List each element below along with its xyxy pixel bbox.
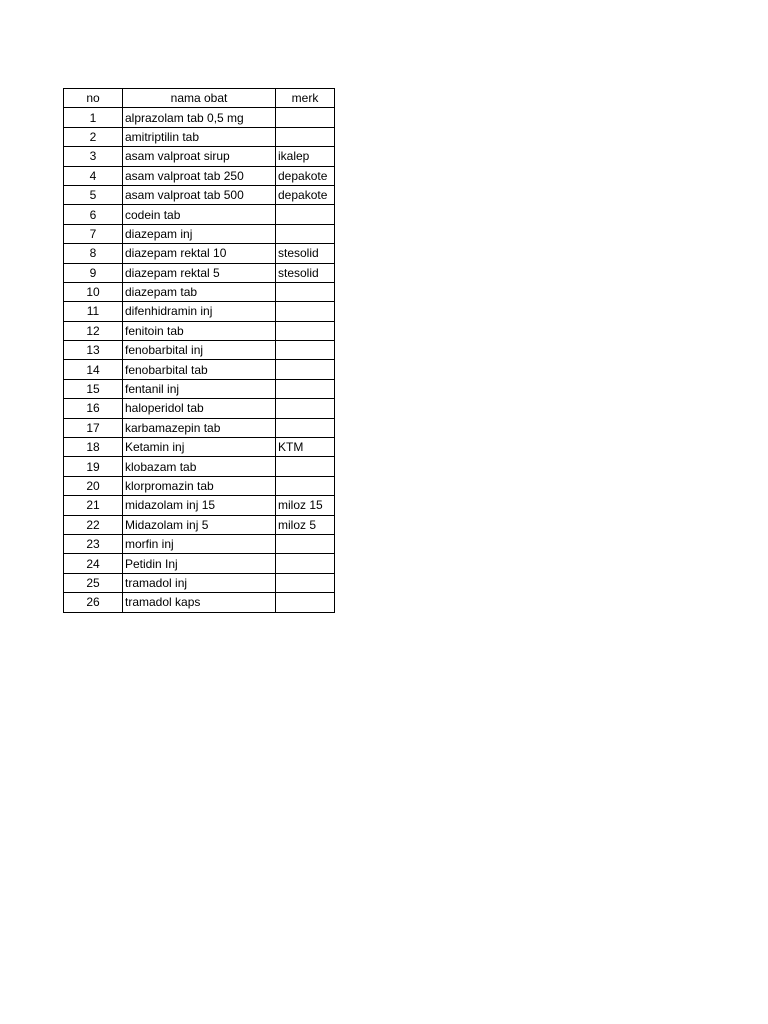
cell-drug-name[interactable]: diazepam rektal 10 <box>123 244 276 263</box>
cell-brand[interactable]: miloz 5 <box>276 515 335 534</box>
table-row <box>64 321 335 340</box>
table-row <box>64 457 335 476</box>
cell-number[interactable]: 15 <box>64 379 123 398</box>
cell-brand[interactable] <box>276 360 335 379</box>
cell-drug-name[interactable]: diazepam rektal 5 <box>123 263 276 282</box>
cell-brand[interactable] <box>276 282 335 301</box>
cell-brand[interactable]: stesolid <box>276 244 335 263</box>
table-row <box>64 108 335 127</box>
cell-number[interactable]: 25 <box>64 573 123 592</box>
cell-number[interactable]: 17 <box>64 418 123 437</box>
spreadsheet-page <box>63 88 768 613</box>
cell-number[interactable]: 26 <box>64 593 123 612</box>
cell-drug-name[interactable]: tramadol inj <box>123 573 276 592</box>
cell-drug-name[interactable]: fentanil inj <box>123 379 276 398</box>
table-row <box>64 476 335 495</box>
table-row <box>64 147 335 166</box>
table-row <box>64 360 335 379</box>
cell-drug-name[interactable]: klobazam tab <box>123 457 276 476</box>
cell-brand[interactable]: depakote <box>276 166 335 185</box>
cell-drug-name[interactable]: codein tab <box>123 205 276 224</box>
cell-number[interactable]: 7 <box>64 224 123 243</box>
cell-drug-name[interactable]: klorpromazin tab <box>123 476 276 495</box>
cell-number[interactable]: 8 <box>64 244 123 263</box>
cell-brand[interactable] <box>276 302 335 321</box>
cell-number[interactable]: 1 <box>64 108 123 127</box>
cell-number[interactable]: 19 <box>64 457 123 476</box>
table-row <box>64 496 335 515</box>
table-row <box>64 379 335 398</box>
table-row <box>64 127 335 146</box>
cell-brand[interactable] <box>276 476 335 495</box>
cell-drug-name[interactable]: diazepam tab <box>123 282 276 301</box>
cell-brand[interactable] <box>276 399 335 418</box>
table-body <box>64 108 335 612</box>
table-row <box>64 302 335 321</box>
cell-number[interactable]: 20 <box>64 476 123 495</box>
cell-drug-name[interactable]: midazolam inj 15 <box>123 496 276 515</box>
table-header <box>64 89 335 108</box>
cell-number[interactable]: 6 <box>64 205 123 224</box>
column-header-merk: merk <box>276 89 335 108</box>
cell-drug-name[interactable]: morfin inj <box>123 534 276 553</box>
column-header-nama-obat: nama obat <box>123 89 276 108</box>
table-row <box>64 399 335 418</box>
cell-brand[interactable] <box>276 593 335 612</box>
cell-brand[interactable] <box>276 534 335 553</box>
cell-drug-name[interactable]: difenhidramin inj <box>123 302 276 321</box>
cell-number[interactable]: 12 <box>64 321 123 340</box>
table-row <box>64 418 335 437</box>
cell-brand[interactable] <box>276 321 335 340</box>
cell-brand[interactable] <box>276 457 335 476</box>
cell-drug-name[interactable]: diazepam inj <box>123 224 276 243</box>
cell-number[interactable]: 4 <box>64 166 123 185</box>
cell-brand[interactable]: miloz 15 <box>276 496 335 515</box>
cell-brand[interactable] <box>276 205 335 224</box>
cell-drug-name[interactable]: amitriptilin tab <box>123 127 276 146</box>
cell-drug-name[interactable]: Midazolam inj 5 <box>123 515 276 534</box>
cell-brand[interactable]: KTM <box>276 438 335 457</box>
table-row <box>64 166 335 185</box>
table-row <box>64 573 335 592</box>
cell-brand[interactable]: depakote <box>276 185 335 204</box>
cell-number[interactable]: 23 <box>64 534 123 553</box>
cell-number[interactable]: 18 <box>64 438 123 457</box>
cell-number[interactable]: 24 <box>64 554 123 573</box>
table-row <box>64 438 335 457</box>
cell-drug-name[interactable]: asam valproat tab 500 <box>123 185 276 204</box>
table-row <box>64 205 335 224</box>
cell-drug-name[interactable]: asam valproat tab 250 <box>123 166 276 185</box>
cell-brand[interactable]: stesolid <box>276 263 335 282</box>
cell-number[interactable]: 11 <box>64 302 123 321</box>
cell-brand[interactable] <box>276 554 335 573</box>
cell-number[interactable]: 5 <box>64 185 123 204</box>
cell-brand[interactable] <box>276 224 335 243</box>
cell-number[interactable]: 10 <box>64 282 123 301</box>
cell-number[interactable]: 22 <box>64 515 123 534</box>
cell-drug-name[interactable]: Ketamin inj <box>123 438 276 457</box>
cell-number[interactable]: 16 <box>64 399 123 418</box>
table-row <box>64 593 335 612</box>
cell-drug-name[interactable]: asam valproat sirup <box>123 147 276 166</box>
cell-brand[interactable] <box>276 341 335 360</box>
cell-drug-name[interactable]: fenobarbital inj <box>123 341 276 360</box>
cell-drug-name[interactable]: fenobarbital tab <box>123 360 276 379</box>
table-row <box>64 515 335 534</box>
table-row <box>64 244 335 263</box>
cell-brand[interactable]: ikalep <box>276 147 335 166</box>
cell-brand[interactable] <box>276 379 335 398</box>
table-row <box>64 263 335 282</box>
cell-drug-name[interactable]: Petidin Inj <box>123 554 276 573</box>
cell-number[interactable]: 21 <box>64 496 123 515</box>
cell-brand[interactable] <box>276 573 335 592</box>
table-row <box>64 554 335 573</box>
table-row <box>64 341 335 360</box>
cell-brand[interactable] <box>276 418 335 437</box>
cell-number[interactable]: 3 <box>64 147 123 166</box>
cell-brand[interactable] <box>276 127 335 146</box>
cell-drug-name[interactable]: tramadol kaps <box>123 593 276 612</box>
header-row <box>64 89 335 108</box>
column-header-no: no <box>64 89 123 108</box>
cell-drug-name[interactable]: karbamazepin tab <box>123 418 276 437</box>
cell-drug-name[interactable]: fenitoin tab <box>123 321 276 340</box>
cell-number[interactable]: 9 <box>64 263 123 282</box>
cell-number[interactable]: 13 <box>64 341 123 360</box>
table-row <box>64 224 335 243</box>
cell-number[interactable]: 2 <box>64 127 123 146</box>
table-row <box>64 534 335 553</box>
cell-drug-name[interactable]: haloperidol tab <box>123 399 276 418</box>
cell-number[interactable]: 14 <box>64 360 123 379</box>
cell-brand[interactable] <box>276 108 335 127</box>
drug-table <box>63 88 335 613</box>
table-row <box>64 282 335 301</box>
table-row <box>64 185 335 204</box>
cell-drug-name[interactable]: alprazolam tab 0,5 mg <box>123 108 276 127</box>
